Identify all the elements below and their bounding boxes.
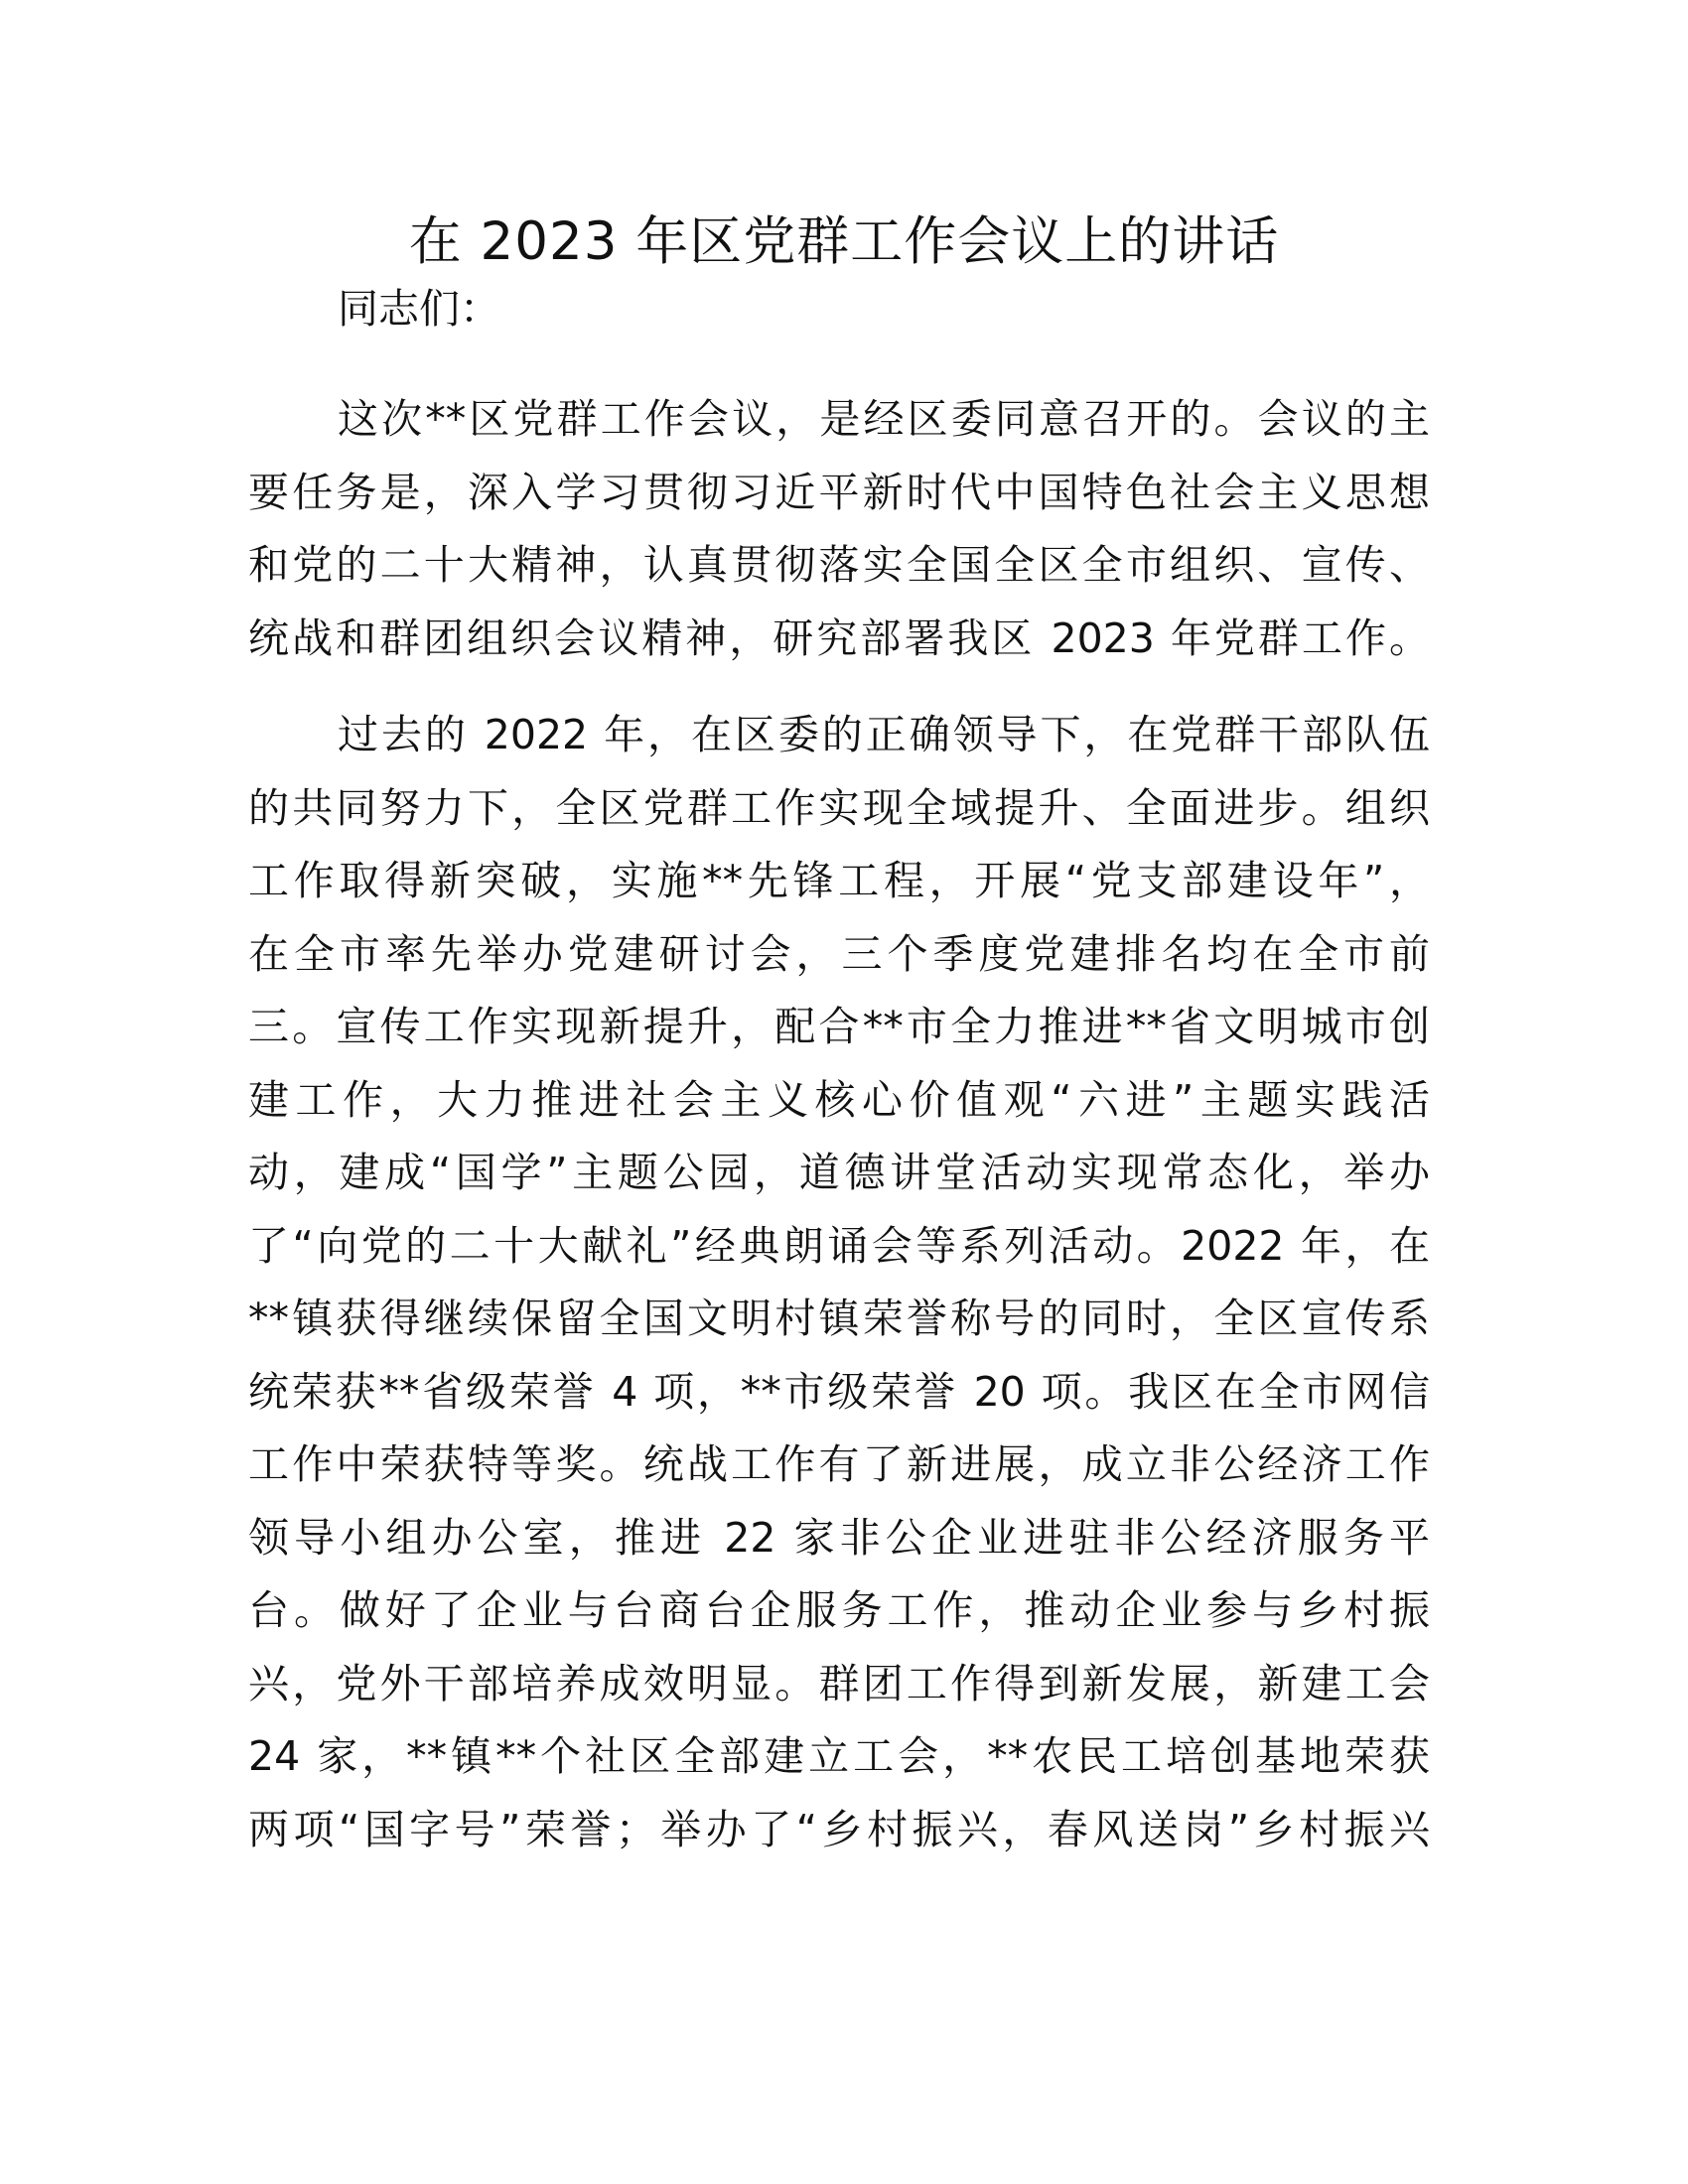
salutation: 同志们： [338,285,500,333]
document-title: 在 2023 年区党群工作会议上的讲话 [408,211,1280,272]
paragraph-line: 两项“国字号”荣誉；举办了“乡村振兴，春风送岗”乡村振兴 [248,1805,1430,1853]
paragraph-line: 和党的二十大精神，认真贯彻落实全国全区全市组织、宣传、 [248,541,1430,589]
paragraph-line: 兴，党外干部培养成效明显。群团工作得到新发展，新建工会 [248,1659,1430,1707]
paragraph-line: 建工作，大力推进社会主义核心价值观“六进”主题实践活 [248,1075,1430,1124]
paragraph-1 [248,383,1430,675]
paragraph-line: 在全市率先举办党建研讨会，三个季度党建排名均在全市前 [248,929,1430,978]
paragraph-line: 24 家，**镇**个社区全部建立工会，**农民工培创基地荣获 [248,1732,1430,1780]
paragraph-line: 领导小组办公室，推进 22 家非公企业进驻非公经济服务平 [248,1513,1430,1562]
paragraph-line: 的共同努力下，全区党群工作实现全域提升、全面进步。组织 [248,783,1430,832]
paragraph-line: 了“向党的二十大献礼”经典朗诵会等系列活动。2022 年，在 [248,1221,1430,1270]
paragraph-line: **镇获得继续保留全国文明村镇荣誉称号的同时，全区宣传系 [248,1295,1430,1342]
paragraph-line: 工作取得新突破，实施**先锋工程，开展“党支部建设年”， [248,857,1430,904]
paragraph-line: 工作中荣获特等奖。统战工作有了新进展，成立非公经济工作 [248,1440,1430,1488]
paragraph-spacer [248,675,1430,699]
paragraph-line: 三。宣传工作实现新提升，配合**市全力推进**省文明城市创 [248,1003,1430,1050]
paragraph-line: 统战和群团组织会议精神，研究部署我区 2023 年党群工作。 [248,614,1430,662]
paragraph-line: 过去的 2022 年，在区委的正确领导下，在党群干部队伍 [338,711,1430,758]
document-body [248,266,1430,1866]
paragraph-line: 动，建成“国学”主题公园，道德讲堂活动实现常态化，举办 [248,1149,1430,1196]
paragraph-line: 要任务是，深入学习贯彻习近平新时代中国特色社会主义思想 [248,468,1430,516]
paragraph-line: 统荣获**省级荣誉 4 项，**市级荣誉 20 项。我区在全市网信 [248,1367,1430,1416]
paragraph-line: 这次**区党群工作会议，是经区委同意召开的。会议的主 [338,395,1430,443]
paragraph-2 [248,699,1430,1866]
paragraph-line: 台。做好了企业与台商台企服务工作，推动企业参与乡村振 [248,1586,1430,1634]
